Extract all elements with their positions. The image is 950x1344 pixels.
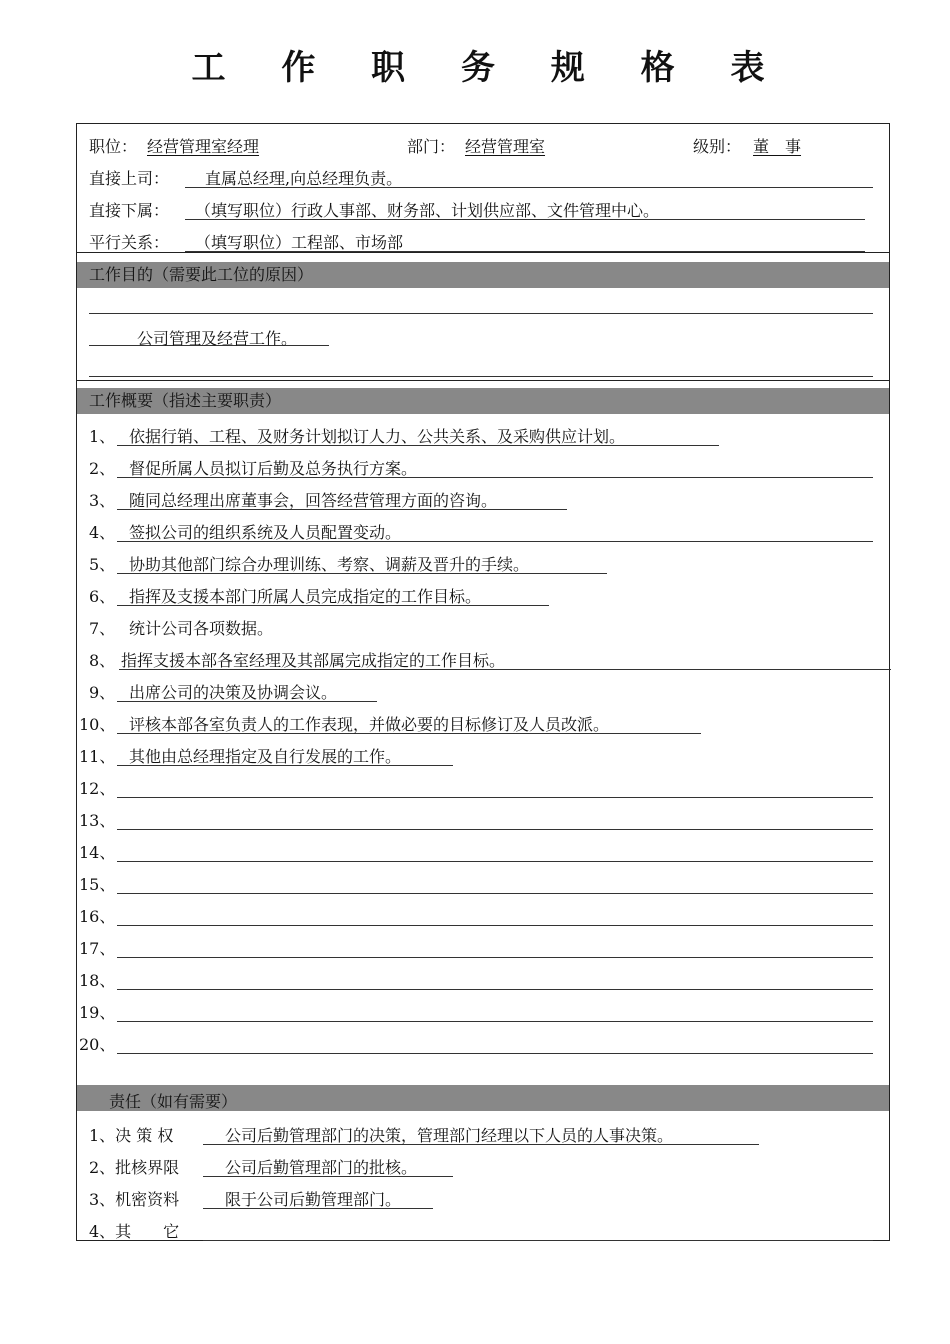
responsibility-line (203, 1240, 873, 1241)
duty-text: 依据行销、工程、及财务计划拟订人力、公共关系、及采购供应计划。 (129, 427, 626, 446)
responsibility-header (77, 1085, 889, 1111)
duty-text: 出席公司的决策及协调会议。 (129, 683, 338, 702)
duty-number: 4、 (89, 523, 116, 542)
department-label: 部门： (407, 137, 456, 156)
duty-number: 10、 (79, 715, 116, 734)
duty-number: 3、 (89, 491, 116, 510)
duty-text: 随同总经理出席董事会，回答经营管理方面的咨询。 (129, 491, 498, 510)
duty-number: 13、 (79, 811, 116, 830)
duties-header-text: 工作概要（指述主要职责） (89, 391, 282, 410)
duty-number: 11、 (79, 747, 116, 766)
peer-value: （填写职位）工程部、市场部 (195, 233, 404, 252)
duty-line (117, 989, 873, 990)
duty-line (117, 861, 873, 862)
responsibility-text: 公司后勤管理部门的批核。 (225, 1158, 418, 1177)
duty-text: 其他由总经理指定及自行发展的工作。 (129, 747, 402, 766)
duty-number: 20、 (79, 1035, 116, 1054)
duty-number: 17、 (79, 939, 116, 958)
peer-label: 平行关系： (89, 233, 170, 252)
form-table (76, 123, 890, 1241)
subordinate-label: 直接下属： (89, 201, 170, 220)
purpose-text: 公司管理及经营工作。 (137, 329, 298, 348)
duty-number: 6、 (89, 587, 116, 606)
position-label: 职位： (89, 137, 138, 156)
divider (77, 252, 889, 253)
purpose-header-text: 工作目的（需要此工位的原因） (89, 265, 314, 284)
superior-label: 直接上司： (89, 169, 170, 188)
responsibility-text: 公司后勤管理部门的决策，管理部门经理以下人员的人事决策。 (225, 1126, 674, 1145)
duty-line (117, 1053, 873, 1054)
duty-line (117, 925, 873, 926)
duty-number: 5、 (89, 555, 116, 574)
superior-value: 直属总经理,向总经理负责。 (205, 169, 403, 188)
duty-line (117, 1021, 873, 1022)
duty-number: 7、 (89, 619, 116, 638)
duty-number: 16、 (79, 907, 116, 926)
level-value: 董 事 (753, 137, 802, 156)
duties-header (77, 388, 889, 414)
duty-number: 12、 (79, 779, 116, 798)
responsibility-header-text: 责任（如有需要） (109, 1092, 238, 1111)
duty-text: 评核本部各室负责人的工作表现，并做必要的目标修订及人员改派。 (129, 715, 610, 734)
responsibility-label: 2、批核界限 (89, 1158, 180, 1177)
duty-number: 15、 (79, 875, 116, 894)
duty-number: 1、 (89, 427, 116, 446)
department-value: 经营管理室 (465, 137, 546, 156)
subordinate-value: （填写职位）行政人事部、财务部、计划供应部、文件管理中心。 (195, 201, 660, 220)
duty-line (117, 829, 873, 830)
purpose-line (89, 376, 873, 377)
responsibility-text: 限于公司后勤管理部门。 (225, 1190, 402, 1209)
responsibility-label: 4、其 它 (89, 1222, 180, 1241)
position-value: 经营管理室经理 (147, 137, 260, 156)
duty-text: 统计公司各项数据。 (129, 619, 274, 638)
duty-text: 指挥支援本部各室经理及其部属完成指定的工作目标。 (121, 651, 506, 670)
duty-text: 签拟公司的组织系统及人员配置变动。 (129, 523, 402, 542)
purpose-header (77, 262, 889, 288)
duty-number: 14、 (79, 843, 116, 862)
divider (77, 380, 889, 381)
duty-number: 19、 (79, 1003, 116, 1022)
page-title: 工 作 职 务 规 格 表 (191, 48, 787, 88)
responsibility-label: 1、决 策 权 (89, 1126, 174, 1145)
duty-text: 协助其他部门综合办理训练、考察、调薪及晋升的手续。 (129, 555, 530, 574)
duty-text: 督促所属人员拟订后勤及总务执行方案。 (129, 459, 418, 478)
purpose-line (89, 313, 873, 314)
responsibility-label: 3、机密资料 (89, 1190, 180, 1209)
duty-number: 8、 (89, 651, 116, 670)
duty-number: 9、 (89, 683, 116, 702)
duty-line (117, 797, 873, 798)
duty-line (117, 893, 873, 894)
duty-line (117, 957, 873, 958)
duty-number: 2、 (89, 459, 116, 478)
duty-number: 18、 (79, 971, 116, 990)
duty-text: 指挥及支援本部门所属人员完成指定的工作目标。 (129, 587, 482, 606)
level-label: 级别： (693, 137, 742, 156)
